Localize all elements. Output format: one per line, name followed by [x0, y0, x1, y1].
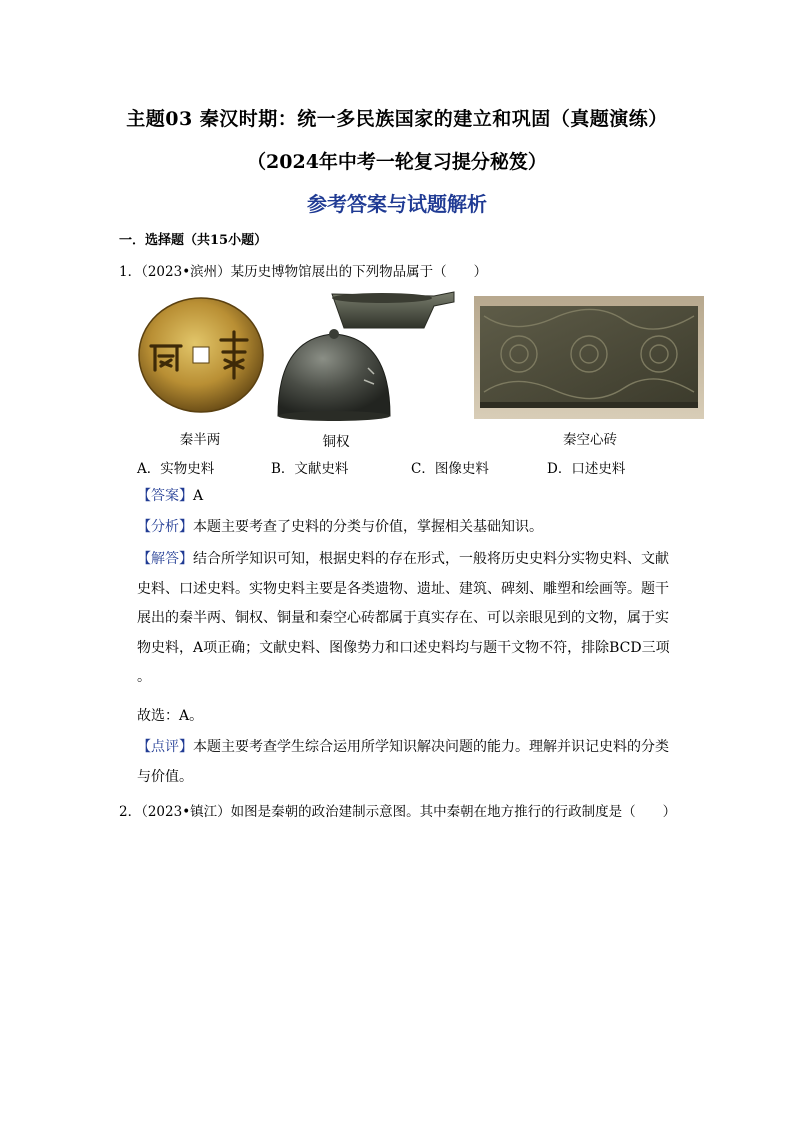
solution-line-2: 史料、口述史料。实物史料主要是各类遗物、遗址、建筑、碑刻、雕塑和绘画等。题干	[137, 580, 669, 597]
caption-banliang: 秦半两	[179, 432, 221, 448]
bronze-weight-image	[274, 288, 456, 422]
qin-hollow-brick-image	[474, 296, 704, 419]
answer-tag: 【答案】	[137, 488, 193, 504]
solution-line-3: 展出的秦半两、铜权、铜量和秦空心砖都属于真实存在、可以亲眼见到的文物，属于实	[137, 610, 669, 626]
caption-hollow-brick: 秦空心砖	[563, 432, 617, 448]
answer-heading: 参考答案与试题解析	[307, 192, 487, 216]
comment-block	[137, 733, 682, 792]
answer-value: A	[193, 488, 204, 504]
solution-line-5: 。	[137, 669, 151, 685]
solution-tag: 【解答】	[137, 551, 193, 567]
solution-line-1: 结合所学知识可知，根据史料的存在形式，一般将历史史料分实物史料、文献	[193, 551, 669, 567]
comment-line-2: 与价值。	[137, 768, 193, 785]
option-c[interactable]: C．图像史料	[411, 461, 489, 477]
solution-block	[137, 545, 682, 693]
page-subtitle: （2024年中考一轮复习提分秘笈）	[247, 151, 547, 173]
qin-banliang-coin-image	[137, 296, 265, 414]
comment-line-1: 本题主要考查学生综合运用所学知识解决问题的能力。理解并识记史料的分类	[193, 739, 669, 755]
analysis-tag: 【分析】	[137, 519, 193, 535]
answer-block	[137, 482, 682, 512]
section-heading: 一．选择题（共15小题）	[119, 233, 268, 248]
caption-bronze-weight: 铜权	[322, 434, 350, 450]
choice-line: 故选：A。	[137, 708, 204, 724]
option-b[interactable]: B．文献史料	[271, 461, 349, 477]
question-2-stem: 2．（2023•镇江）如图是秦朝的政治建制示意图。其中秦朝在地方推行的行政制度是（ ）	[119, 804, 677, 820]
solution-line-4: 物史料，A项正确；文献史料、图像势力和口述史料均与题干文物不符，排除BCD三项	[137, 639, 670, 656]
analysis-text: 本题主要考查了史料的分类与价值，掌握相关基础知识。	[193, 519, 543, 535]
comment-tag: 【点评】	[137, 739, 193, 755]
analysis-block	[137, 513, 682, 543]
page-title: 主题03 秦汉时期：统一多民族国家的建立和巩固（真题演练）	[126, 108, 668, 130]
question-1-stem: 1．（2023•滨州）某历史博物馆展出的下列物品属于（ ）	[119, 264, 488, 280]
option-a[interactable]: A．实物史料	[137, 461, 215, 477]
option-d[interactable]: D．口述史料	[547, 461, 626, 477]
question-1-options	[137, 457, 697, 477]
